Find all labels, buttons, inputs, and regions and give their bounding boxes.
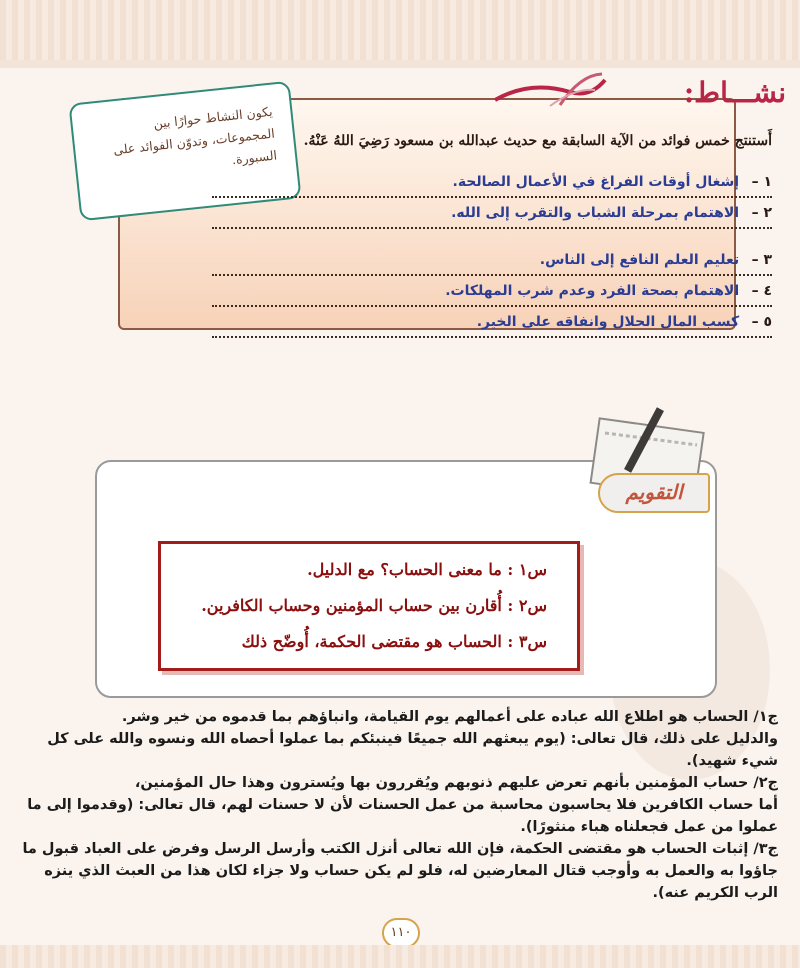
activity-answer-row xyxy=(212,170,772,198)
answer-number: ٤ – xyxy=(751,283,772,299)
activity-answer-row xyxy=(212,201,772,229)
top-decoration-band xyxy=(0,60,800,68)
answer-text: إشغال أوقات الفراغ في الأعمال الصالحة. xyxy=(452,174,740,190)
answer-paragraph: ج٣/ إثبات الحساب هو مقتضى الحكمة، فإن الله تعالى أنزل الكتب وأرسل الرسل وفرض على العباد قبول ما جاؤوا به والعمل به وأوجب قتال المعارضين له، فلو لم يكن حساب ولا جزاء لكان هذا من العبث الذي ينزه الرب الكريم عنه). xyxy=(22,841,778,901)
evaluation-question: س١ : ما معنى الحساب؟ مع الدليل. xyxy=(307,560,547,579)
answer-number: ١ – xyxy=(751,174,772,190)
answer-paragraph: ج٢/ حساب المؤمنين بأنهم تعرض عليهم ذنوبهم ويُقررون بها ويُسترون وهذا حال المؤمنين، xyxy=(134,775,778,791)
answer-paragraph: أما حساب الكافرين فلا يحاسبون محاسبة من عمل الحسنات لأن لا حسنات لهم، قال تعالى: (وقدموا إلى ما عملوا من عمل فجعلناه هباء منثورًا). xyxy=(27,797,778,835)
answer-text: الاهتمام بمرحلة الشباب والتقرب إلى الله. xyxy=(451,205,740,221)
evaluation-question: س٣ : الحساب هو مقتضى الحكمة، أُوضّح ذلك xyxy=(241,632,547,651)
activity-question: أَستنتج خمس فوائد من الآية السابقة مع حديث عبدالله بن مسعود رَضِيَ اللهُ عَنْهُ. xyxy=(303,133,772,149)
activity-title: نشـــاط: xyxy=(683,76,786,109)
answer-number: ٥ – xyxy=(751,314,772,330)
evaluation-questions-box xyxy=(158,541,580,671)
activity-side-note: يكون النشاط حوارًا بين المجموعات، وتدوّن الفوائد على السبورة. xyxy=(68,81,301,222)
answer-text: الاهتمام بصحة الفرد وعدم شرب المهلكات. xyxy=(445,283,740,299)
answer-number: ٣ – xyxy=(751,252,772,268)
activity-answer-row xyxy=(212,279,772,307)
answer-number: ٢ – xyxy=(751,205,772,221)
answer-text: كسب المال الحلال وانفاقه على الخير. xyxy=(476,314,740,330)
answer-paragraph: ج١/ الحساب هو اطلاع الله عباده على أعمالهم يوم القيامة، وانباؤهم بما قدموه من خير وشر. xyxy=(121,709,778,725)
evaluation-question: س٢ : أُقارن بين حساب المؤمنين وحساب الكافرين. xyxy=(201,596,547,615)
activity-answer-row xyxy=(212,248,772,276)
evaluation-label: التقويم xyxy=(598,473,710,513)
activity-answer-row xyxy=(212,310,772,338)
answer-text: تعليم العلم النافع إلى الناس. xyxy=(539,252,740,268)
bottom-decoration xyxy=(0,945,800,968)
swirl-ornament-icon xyxy=(490,70,610,110)
answers-block xyxy=(22,706,778,904)
answer-paragraph: والدليل على ذلك، قال تعالى: (يوم يبعثهم الله جميعًا فينبئكم بما عملوا أحصاه الله ونسوه والله على كل شيء شهيد). xyxy=(47,731,778,769)
top-decoration xyxy=(0,0,800,60)
page-number: ١١٠ xyxy=(382,918,420,948)
